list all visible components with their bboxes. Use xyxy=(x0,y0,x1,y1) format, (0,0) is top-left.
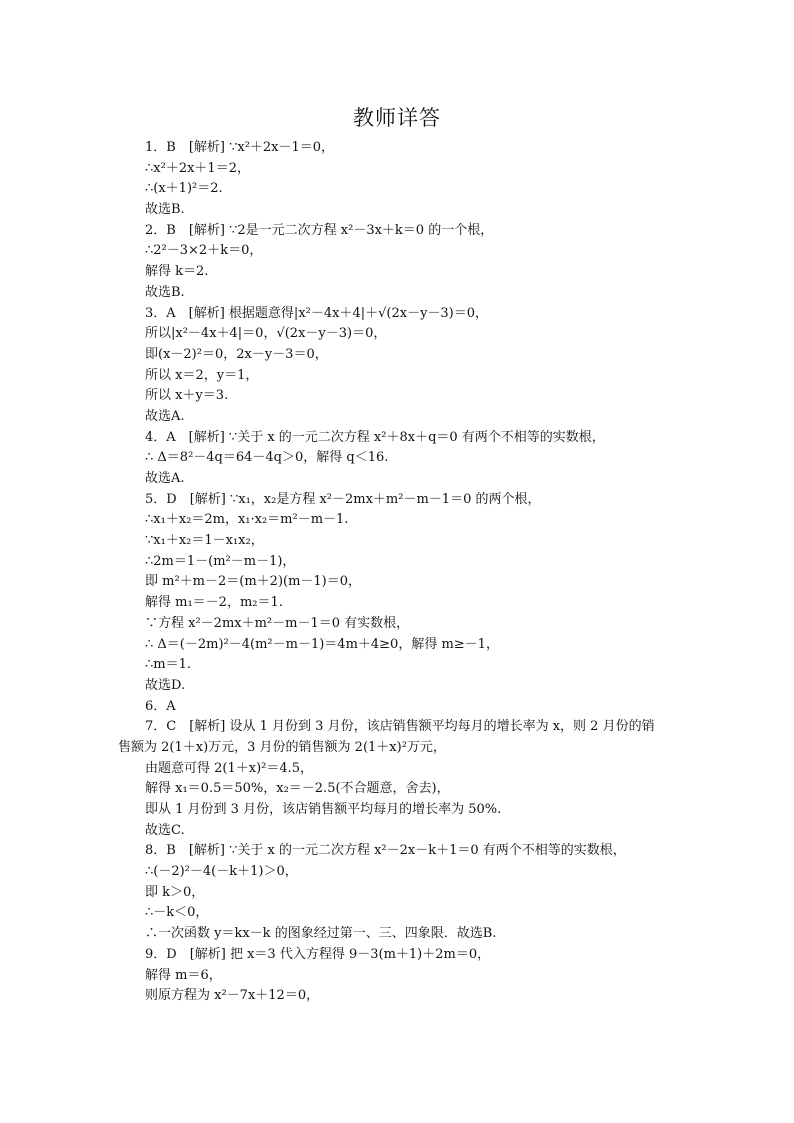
page-title: 教师详答 xyxy=(353,106,441,130)
answer-line: 故选B. xyxy=(145,202,185,218)
answer-line: ∴x²＋2x＋1＝2， xyxy=(145,160,250,176)
answer-line: 6．A xyxy=(145,698,176,714)
answer-line: 3．A [解析] 根据题意得|x²－4x＋4|＋√(2x－y－3)＝0， xyxy=(145,305,489,321)
answer-line: 所以 x＋y＝3. xyxy=(145,388,229,404)
answer-line: 解得 m＝6， xyxy=(145,967,222,983)
answer-line: ∴ Δ＝8²－4q＝64－4q＞0，解得 q＜16. xyxy=(145,450,389,466)
answer-line: ∴(x＋1)²＝2. xyxy=(145,181,223,197)
answer-line: 解得 k＝2. xyxy=(145,264,209,280)
answer-line: 1．B [解析] ∵x²＋2x－1＝0， xyxy=(145,140,335,155)
answer-line: 故选D. xyxy=(145,677,186,693)
answer-line: 故选C. xyxy=(145,822,185,838)
answer-line: 即 m²＋m－2＝(m＋2)(m－1)＝0， xyxy=(145,574,362,590)
answer-line: 即(x－2)²＝0，2x－y－3＝0， xyxy=(145,346,328,362)
answer-line: 解得 x₁＝0.5＝50%，x₂＝－2.5(不合题意，舍去)， xyxy=(145,781,450,797)
answer-line: ∴－k＜0， xyxy=(145,905,209,921)
answer-line: 则原方程为 x²－7x＋12＝0， xyxy=(145,988,320,1004)
answer-line: ∵方程 x²－2mx＋m²－m－1＝0 有实数根， xyxy=(145,615,410,631)
answer-line: ∴m＝1. xyxy=(145,657,192,673)
answer-line: 售额为 2(1＋x)万元，3 月份的销售额为 2(1＋x)²万元， xyxy=(118,739,446,755)
answer-line: ∴2m＝1－(m²－m－1)， xyxy=(145,553,296,569)
answer-line: 所以 x＝2，y＝1， xyxy=(145,367,259,383)
answer-line: 故选A. xyxy=(145,408,185,424)
answer-line: 由题意可得 2(1＋x)²＝4.5， xyxy=(145,760,314,776)
answer-line: ∴ Δ＝(－2m)²－4(m²－m－1)＝4m＋4≥0，解得 m≥－1， xyxy=(145,636,499,652)
answer-line: 8．B [解析] ∵关于 x 的一元二次方程 x²－2x－k＋1＝0 有两个不相等的实数根， xyxy=(145,843,626,859)
answer-line: ∴x₁＋x₂＝2m，x₁·x₂＝m²－m－1. xyxy=(145,512,349,528)
answer-line: 故选A. xyxy=(145,471,185,486)
answer-line: 4．A [解析] ∵关于 x 的一元二次方程 x²＋8x＋q＝0 有两个不相等的实数根， xyxy=(145,429,605,445)
answer-line: ∴(－2)²－4(－k＋1)＞0， xyxy=(145,864,298,880)
answer-line: 2．B [解析] ∵2是一元二次方程 x²－3x＋k＝0 的一个根， xyxy=(145,222,494,238)
answer-line: ∴一次函数 y＝kx－k 的图象经过第一、三、四象限．故选B. xyxy=(145,926,497,942)
answer-line: 故选B. xyxy=(145,284,185,300)
answer-line: 5．D [解析] ∵x₁，x₂是方程 x²－2mx＋m²－m－1＝0 的两个根， xyxy=(145,491,541,507)
answer-line: ∵x₁＋x₂＝1－x₁x₂， xyxy=(145,533,264,549)
answer-line: 所以|x²－4x＋4|＝0，√(2x－y－3)＝0， xyxy=(145,326,387,342)
answer-line: 即从 1 月份到 3 月份，该店销售额平均每月的增长率为 50%. xyxy=(145,802,502,817)
answer-list xyxy=(118,138,685,1007)
answer-line: 即 k＞0， xyxy=(145,884,205,900)
answer-line: 7．C [解析] 设从 1 月份到 3 月份，该店销售额平均每月的增长率为 x，则 2 月份的销 xyxy=(145,719,655,735)
answer-line: ∴2²－3×2＋k＝0， xyxy=(145,243,263,259)
answer-line: 9．D [解析] 把 x＝3 代入方程得 9－3(m＋1)＋2m＝0， xyxy=(145,946,491,962)
answer-line: 解得 m₁＝－2，m₂＝1. xyxy=(145,595,283,611)
